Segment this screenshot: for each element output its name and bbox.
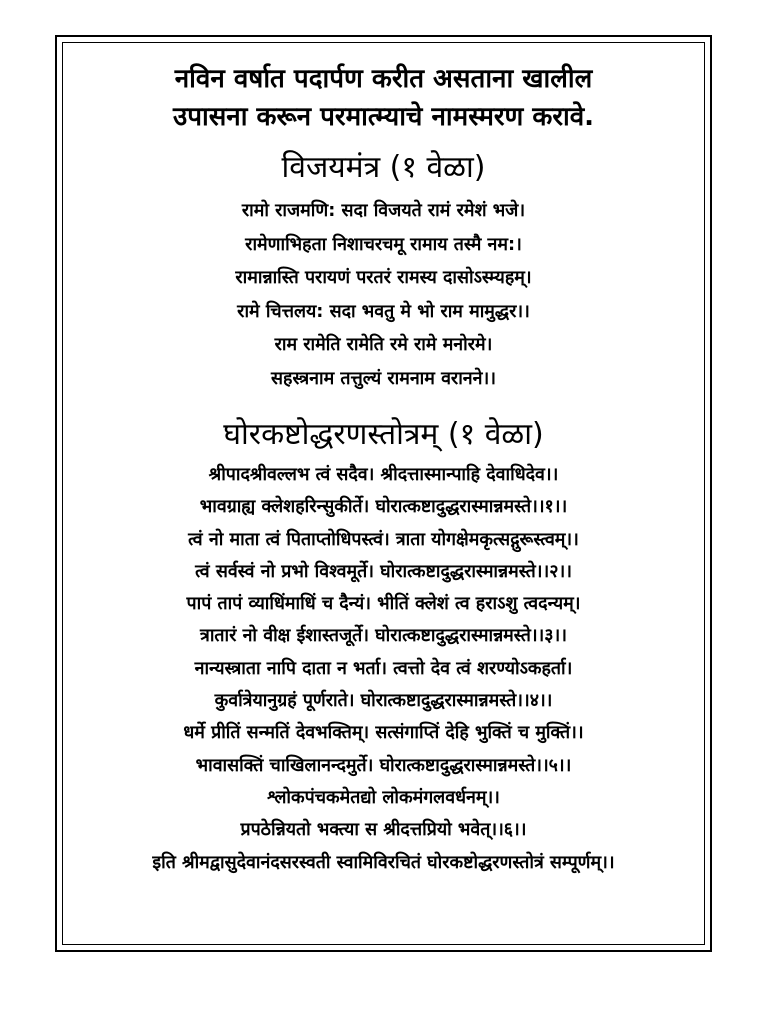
ghorakashta-stotra-section <box>64 415 703 879</box>
stotra-verse-line: प्रपठेन्नियतो भक्त्या स श्रीदत्तप्रियो भवेत्।।६।। <box>240 819 527 841</box>
stotra-verse-line: भावासक्तिं चाखिलानन्दमुर्ते। घोरात्कष्टादुद्धरास्मान्नमस्ते।।५।। <box>195 754 572 776</box>
vijaya-verse-line: रामे चित्तलय: सदा भवतु मे भो राम मामुद्धर।। <box>237 300 530 322</box>
stotra-verse-line: त्वं सर्वस्वं नो प्रभो विश्वमूर्ते। घोरात्कष्टादुद्धरास्मान्नमस्ते।।२।। <box>195 560 572 582</box>
vijaya-verse-line: सहस्त्रनाम तत्तुल्यं रामनाम वरानने।। <box>271 367 496 389</box>
vijaya-mantra-section <box>64 148 703 395</box>
vijaya-verse-line: रामो राजमणि: सदा विजयते रामं रमेशं भजे। <box>241 200 526 221</box>
stotra-verse-line: त्वं नो माता त्वं पिताप्तोधिपस्त्वं। त्राता योगक्षेमकृत्सद्गुरूस्त्वम्।। <box>188 528 579 550</box>
vijaya-mantra-title: विजयमंत्र (१ वेळा) <box>281 150 486 185</box>
stotra-verse-line: भावग्राह्य क्लेशहरिन्सुकीर्ते। घोरात्कष्टादुद्धरास्मान्नमस्ते।।१।। <box>199 496 568 518</box>
stotra-verse-line: श्रीपादश्रीवल्लभ त्वं सदैव। श्रीदत्तास्मान्पाहि देवाधिदेव।। <box>208 464 559 485</box>
vijaya-verse-line: रामेणाभिहता निशाचरचमू रामाय तस्मै नम:। <box>245 233 522 255</box>
stotra-title: घोरकष्टोद्धरणस्तोत्रम् (१ वेळा) <box>223 417 544 452</box>
intro-line-2: उपासना करून परमात्म्याचे नामस्मरण करावे. <box>172 102 595 132</box>
vijaya-verse-line: राम रामेति रामेति रमे रामे मनोरमे। <box>274 334 493 355</box>
vijaya-verse-line: रामान्नास्ति परायणं परतरं रामस्य दासोऽस्म्यहम्। <box>235 267 532 288</box>
stotra-verse-line: पापं तापं व्याधिंमाधिं च दैन्यं। भीतिं क्लेशं त्व हराऽशु त्वदन्यम्। <box>186 593 581 615</box>
stotra-verse-line: कुर्वात्रेयानुग्रहं पूर्णराते। घोरात्कष्टादुद्धरास्मान्नमस्ते।।४।। <box>214 690 553 712</box>
stotra-verse-line: त्रातारं नो वीक्ष ईशास्तजूर्ते। घोरात्कष्टादुद्धरास्मान्नमस्ते।।३।। <box>200 625 567 647</box>
stotra-verse-line: नान्यस्त्राता नापि दाता न भर्ता। त्वत्तो देव त्वं शरण्योऽकहर्ता। <box>194 657 573 679</box>
page-content <box>64 60 703 879</box>
stotra-colophon: इति श्रीमद्वासुदेवानंदसरस्वती स्वामिविरचितं घोरकष्टोद्धरणस्तोत्रं सम्पूर्णम्।। <box>152 851 615 873</box>
intro-line-1: नविन वर्षात पदार्पण करीत असताना खालील <box>174 64 593 94</box>
stotra-verse-line: धर्मे प्रीतिं सन्मतिं देवभक्तिम्। सत्संगाप्तिं देहि भुक्तिं च मुक्तिं।। <box>183 722 584 744</box>
stotra-verse-line: श्लोकपंचकमेतद्यो लोकमंगलवर्धनम्।। <box>267 786 500 808</box>
